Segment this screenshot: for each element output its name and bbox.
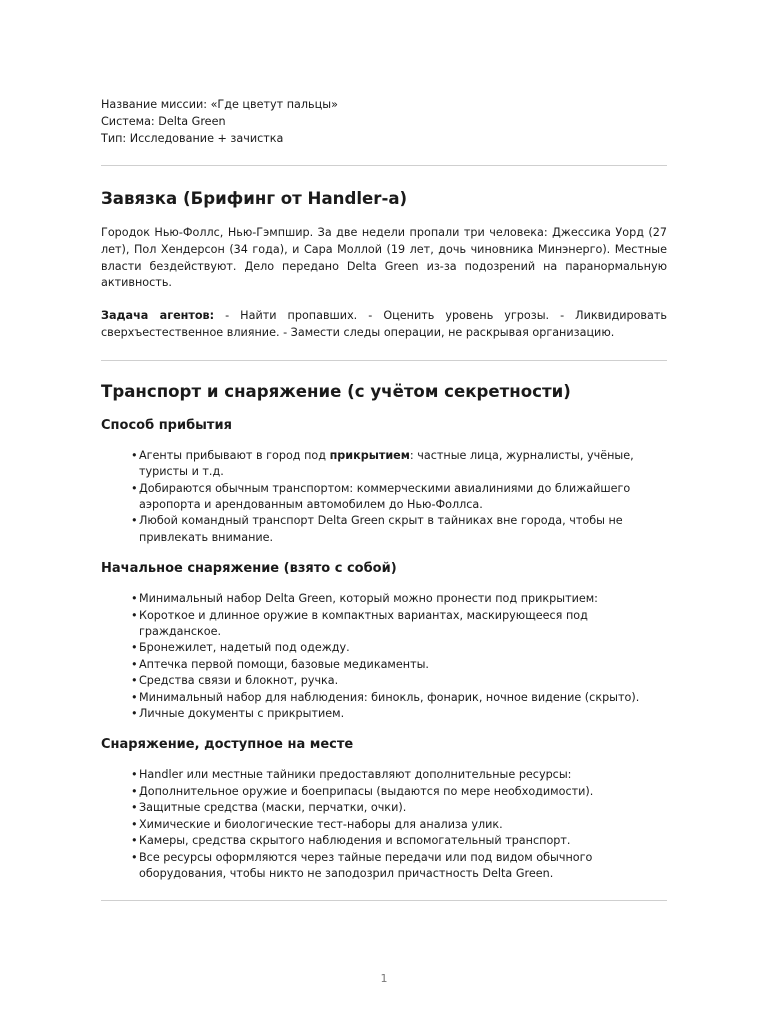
divider — [101, 165, 667, 166]
agents-task — [101, 308, 667, 342]
divider — [101, 360, 667, 361]
document-page — [101, 96, 667, 901]
initial-gear-heading: Начальное снаряжение (взято с собой) — [101, 561, 397, 577]
list-item: • Все ресурсы оформляются через тайные передачи или под видом обычного оборудования, чтобы никто не заподозрил причастность Delta Green. — [101, 850, 667, 883]
list-item: • Добираются обычным транспортом: коммерческими авиалиниями до ближайшего аэропорта и арендованным автомобилем до Нью-Фоллса. — [101, 481, 667, 514]
list-item: • Средства связи и блокнот, ручка. — [101, 673, 667, 689]
list-item: • Handler или местные тайники предоставляют дополнительные ресурсы: — [101, 767, 667, 783]
list-item: • Любой командный транспорт Delta Green скрыт в тайниках вне города, чтобы не привлекать внимание. — [101, 513, 667, 546]
mission-system: Система: Delta Green — [101, 115, 226, 128]
transport-heading: Транспорт и снаряжение (с учётом секретности) — [101, 381, 571, 401]
onsite-gear-list — [101, 767, 667, 882]
arrival-heading: Способ прибытия — [101, 417, 232, 433]
list-item: • Камеры, средства скрытого наблюдения и вспомогательный транспорт. — [101, 833, 667, 849]
list-item: • Минимальный набор для наблюдения: бинокль, фонарик, ночное видение (скрыто). — [101, 690, 667, 706]
page-number: 1 — [380, 972, 388, 985]
list-item: • Защитные средства (маски, перчатки, очки). — [101, 800, 667, 816]
list-item: • Дополнительное оружие и боеприпасы (выдаются по мере необходимости). — [101, 784, 667, 800]
list-item: • Короткое и длинное оружие в компактных вариантах, маскирующееся под гражданское. — [101, 608, 667, 641]
list-item: • Агенты прибывают в город под прикрытием: частные лица, журналисты, учёные, туристы и т.д. — [101, 448, 667, 481]
list-item: • Бронежилет, надетый под одежду. — [101, 640, 667, 656]
agents-task-text: - Найти пропавших. - Оценить уровень угрозы. - Ликвидировать сверхъестественное влияние. - Замести следы операции, не раскрывая организацию. — [101, 309, 667, 339]
list-item: • Аптечка первой помощи, базовые медикаменты. — [101, 657, 667, 673]
divider — [101, 900, 667, 901]
cover-emphasis: прикрытием — [329, 448, 410, 462]
briefing-text: Городок Нью-Фоллс, Нью-Гэмпшир. За две недели пропали три человека: Джессика Уорд (27 лет), Пол Хендерсон (34 года), и Сара Моллой (19 лет, дочь чиновника Минэнерго). Местные власти бездействуют. Дело передано Delta Green из-за подозрений на паранормальную активность. — [101, 226, 667, 290]
list-item: • Химические и биологические тест-наборы для анализа улик. — [101, 817, 667, 833]
mission-type: Тип: Исследование + зачистка — [101, 132, 284, 145]
mission-meta — [101, 96, 667, 147]
agents-task-label: Задача агентов: — [101, 309, 215, 323]
arrival-list — [101, 448, 667, 546]
initial-gear-list — [101, 591, 667, 722]
briefing-heading: Завязка (Брифинг от Handler-а) — [101, 189, 408, 208]
mission-name: Название миссии: «Где цветут пальцы» — [101, 98, 338, 111]
list-item: • Личные документы с прикрытием. — [101, 706, 667, 722]
onsite-gear-heading: Снаряжение, доступное на месте — [101, 737, 354, 753]
list-item: • Минимальный набор Delta Green, который можно пронести под прикрытием: — [101, 591, 667, 607]
